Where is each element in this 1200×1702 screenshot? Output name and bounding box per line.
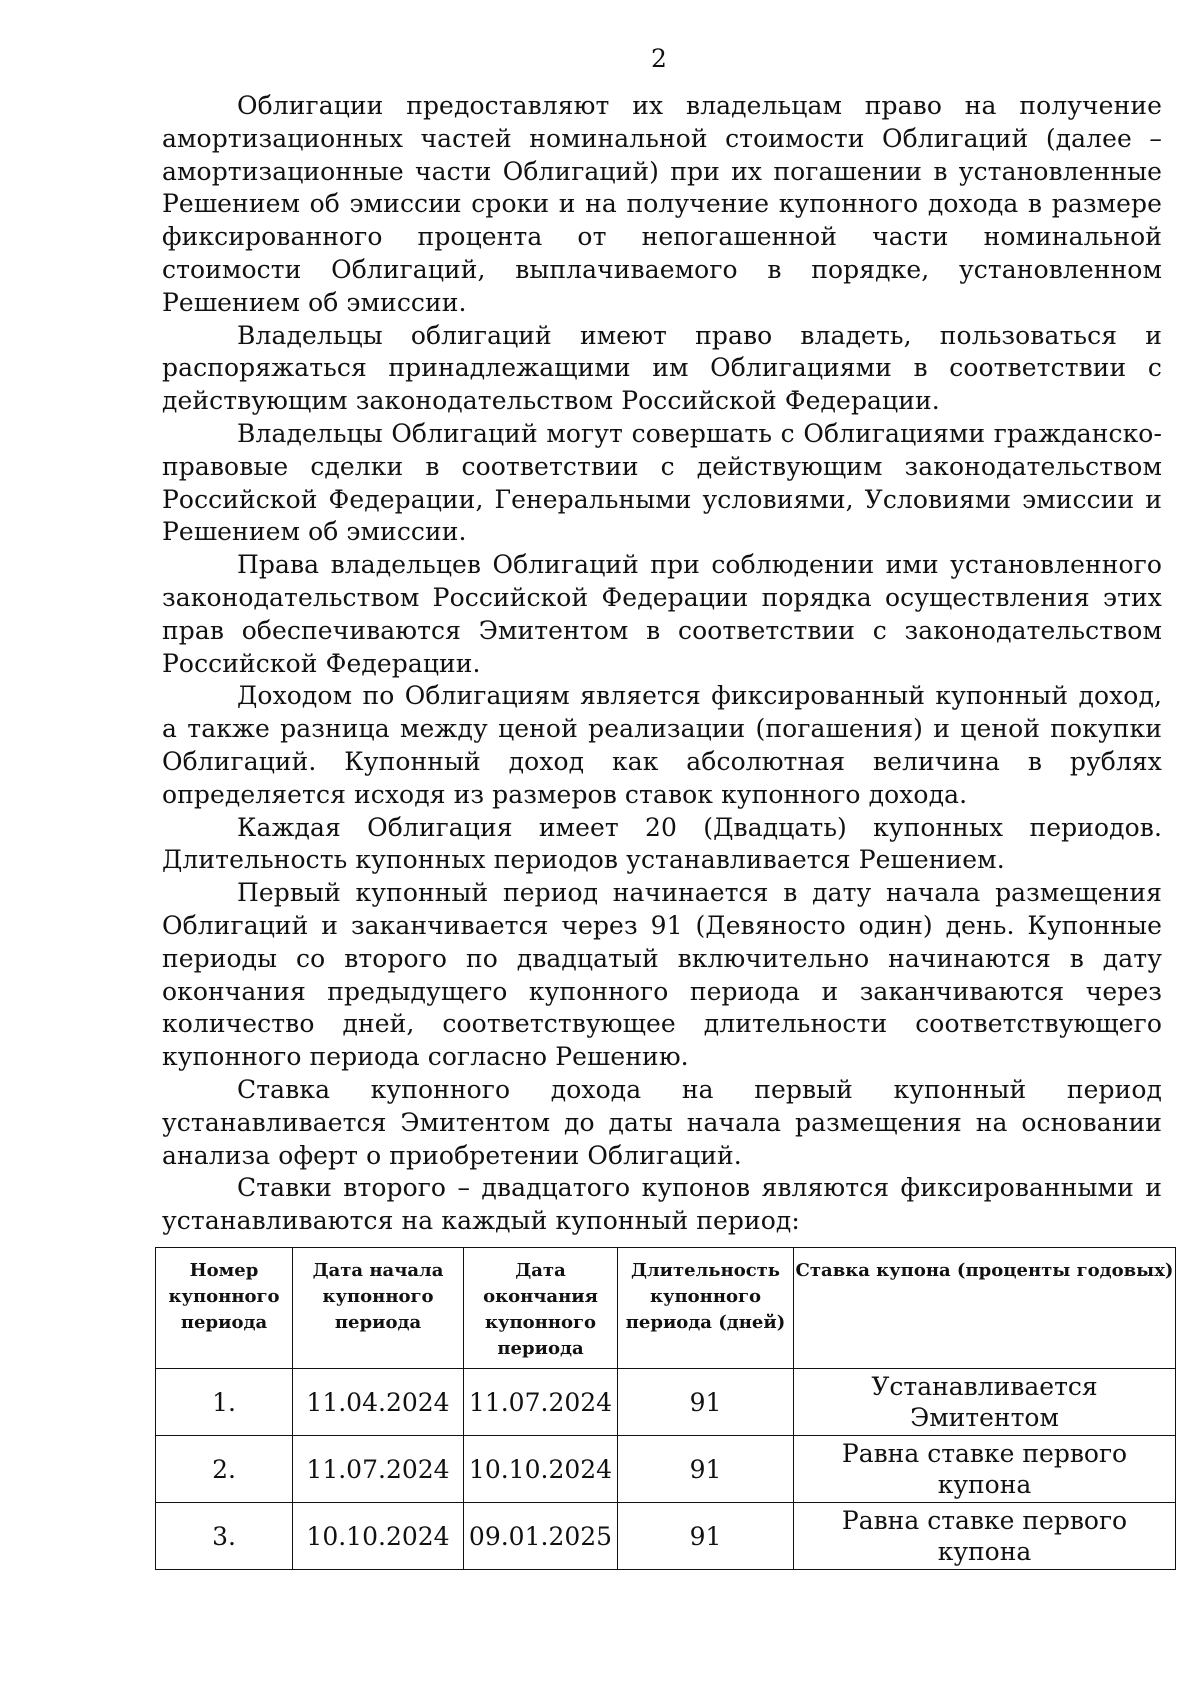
cell-duration: 91 bbox=[618, 1503, 794, 1570]
cell-coupon-rate: Устанавливается Эмитентом bbox=[794, 1369, 1176, 1436]
table-header-row bbox=[156, 1248, 1176, 1369]
header-duration: Длительность купонного периода (дней) bbox=[618, 1248, 794, 1369]
cell-start-date: 10.10.2024 bbox=[293, 1503, 464, 1570]
cell-start-date: 11.07.2024 bbox=[293, 1436, 464, 1503]
header-coupon-number: Номер купонного периода bbox=[156, 1248, 293, 1369]
paragraph: Владельцы облигаций имеют право владеть, пользоваться и распоряжаться принадлежащими им Облигациями в соответствии с действующим законодательством Российской Федерации. bbox=[162, 320, 1162, 416]
table-row bbox=[156, 1436, 1176, 1503]
paragraph: Доходом по Облигациям является фиксированный купонный доход, а также разница между ценой реализации (погашения) и ценой покупки Облигаций. Купонный доход как абсолютная величина в рублях определяется исходя из размеров ставок купонного дохода. bbox=[162, 681, 1162, 809]
page-number: 2 bbox=[651, 44, 667, 73]
table-row bbox=[156, 1369, 1176, 1436]
cell-coupon-number: 3. bbox=[156, 1503, 293, 1570]
cell-coupon-number: 1. bbox=[156, 1369, 293, 1436]
cell-coupon-rate: Равна ставке первого купона bbox=[794, 1436, 1176, 1503]
paragraph: Каждая Облигация имеет 20 (Двадцать) купонных периодов. Длительность купонных периодов устанавливается Решением. bbox=[162, 812, 1162, 875]
paragraph: Облигации предоставляют их владельцам право на получение амортизационных частей номинальной стоимости Облигаций (далее – амортизационные части Облигаций) при их погашении в установленные Решением об эмиссии сроки и на получение купонного дохода в размере фиксированного процента от непогашенной части номинальной стоимости Облигаций, выплачиваемого в порядке, установленном Решением об эмиссии. bbox=[162, 91, 1162, 317]
paragraph: Ставки второго – двадцатого купонов являются фиксированными и устанавливаются на каждый купонный период: bbox=[162, 1173, 1162, 1236]
cell-duration: 91 bbox=[618, 1436, 794, 1503]
header-end-date: Дата окончания купонного периода bbox=[464, 1248, 618, 1369]
header-start-date: Дата начала купонного периода bbox=[293, 1248, 464, 1369]
document-body bbox=[162, 90, 1162, 1238]
cell-coupon-number: 2. bbox=[156, 1436, 293, 1503]
paragraph: Ставка купонного дохода на первый купонный период устанавливается Эмитентом до даты начала размещения на основании анализа оферт о приобретении Облигаций. bbox=[162, 1074, 1162, 1170]
cell-start-date: 11.04.2024 bbox=[293, 1369, 464, 1436]
paragraph: Владельцы Облигаций могут совершать с Облигациями гражданско-правовые сделки в соответствии с действующим законодательством Российской Федерации, Генеральными условиями, Условиями эмиссии и Решением об эмиссии. bbox=[162, 418, 1162, 547]
table-row bbox=[156, 1503, 1176, 1570]
cell-end-date: 11.07.2024 bbox=[464, 1369, 618, 1436]
coupon-schedule-table bbox=[155, 1247, 1176, 1570]
cell-end-date: 10.10.2024 bbox=[464, 1436, 618, 1503]
cell-end-date: 09.01.2025 bbox=[464, 1503, 618, 1570]
cell-duration: 91 bbox=[618, 1369, 794, 1436]
paragraph: Права владельцев Облигаций при соблюдении ими установленного законодательством Российской Федерации порядка осуществления этих прав обеспечиваются Эмитентом в соответствии с законодательством Российской Федерации. bbox=[162, 550, 1162, 678]
paragraph: Первый купонный период начинается в дату начала размещения Облигаций и заканчивается через 91 (Девяносто один) день. Купонные периоды со второго по двадцатый включительно начинаются в дату окончания предыдущего купонного периода и заканчиваются через количество дней, соответствующее длительности соответствующего купонного периода согласно Решению. bbox=[162, 878, 1162, 1072]
cell-coupon-rate: Равна ставке первого купона bbox=[794, 1503, 1176, 1570]
header-coupon-rate: Ставка купона (проценты годовых) bbox=[794, 1248, 1176, 1369]
